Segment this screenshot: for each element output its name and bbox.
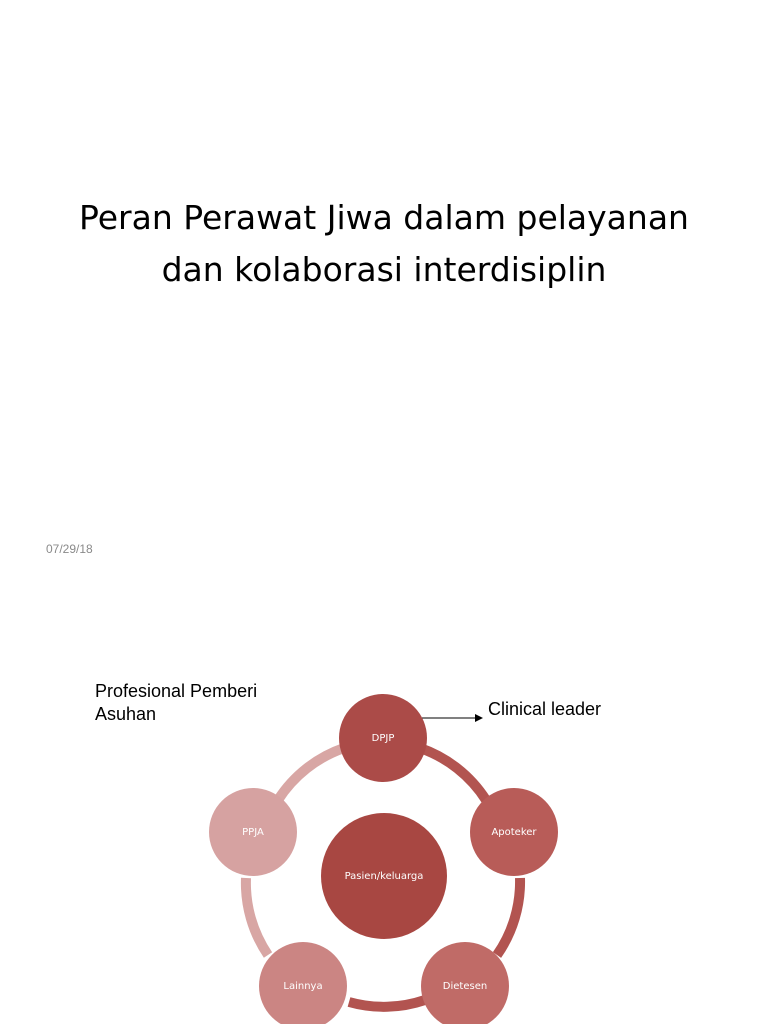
ring-arc-dietesen-lainnya — [349, 1000, 425, 1007]
node-dietesen-label: Dietesen — [442, 981, 488, 992]
title-line-2: dan kolaborasi interdisiplin — [161, 250, 607, 289]
node-ppja-label: PPJA — [242, 827, 264, 838]
node-ppja — [209, 788, 297, 876]
ring-arc-apoteker-dietesen — [497, 878, 520, 955]
node-pasien-keluarga — [321, 813, 447, 939]
side-label-line-2: Asuhan — [95, 704, 157, 724]
node-pasien-keluarga-label: Pasien/keluarga — [344, 871, 424, 882]
node-dpjp-label: DPJP — [371, 733, 395, 744]
node-lainnya — [259, 942, 347, 1024]
node-apoteker-label: Apoteker — [491, 827, 537, 838]
ring-arc-lainnya-ppja — [246, 878, 268, 955]
title-line-1: Peran Perawat Jiwa dalam pelayanan — [79, 198, 689, 237]
ring-arc-ppja-dpjp — [278, 748, 344, 800]
node-lainnya-label: Lainnya — [283, 981, 323, 992]
node-apoteker — [470, 788, 558, 876]
callout-clinical-leader: Clinical leader — [488, 699, 602, 719]
node-dpjp — [339, 694, 427, 782]
node-dietesen — [421, 942, 509, 1024]
side-label-line-1: Profesional Pemberi — [95, 681, 258, 701]
ring-arc-dpjp-apoteker — [420, 748, 486, 800]
slide-date: 07/29/18 — [46, 542, 93, 556]
